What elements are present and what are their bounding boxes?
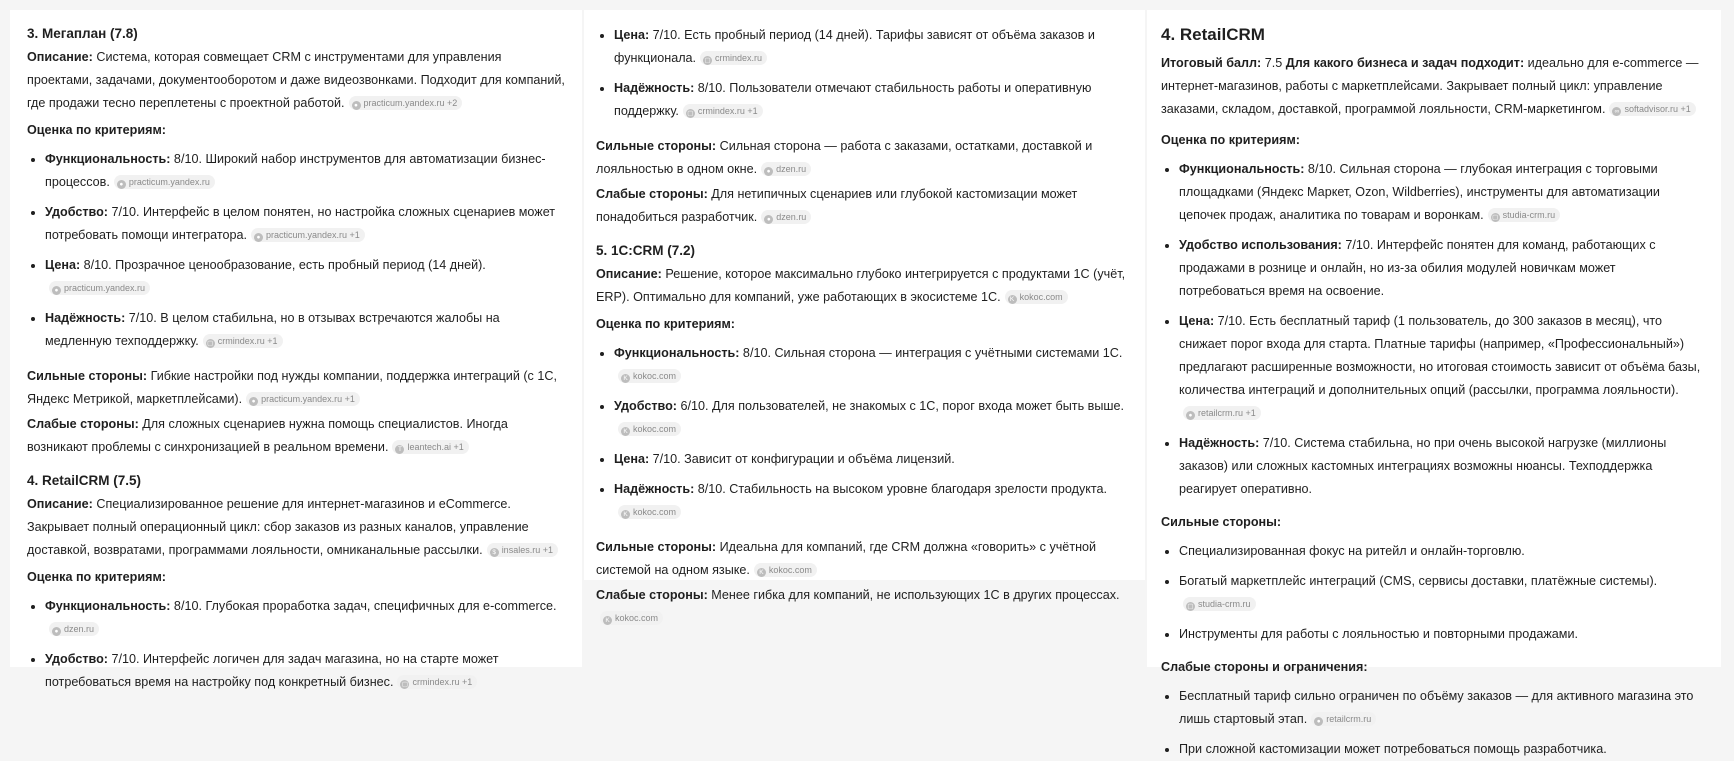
list-item: • Надёжность: 8/10. Пользователи отмечают стабильность работы и оперативную поддержку. ▢ crmindex.ru +1	[614, 77, 1129, 123]
source-icon: K	[621, 427, 630, 436]
source-icon: ▢	[401, 681, 409, 688]
section-title-1c-crm: 5. 1С:CRM (7.2)	[596, 243, 696, 258]
source-icon: ▢	[207, 340, 214, 347]
section-title-retailcrm: 4. RetailCRM (7.5)	[27, 473, 142, 488]
source-chip[interactable]: ● retailcrm.ru +1	[1183, 406, 1261, 420]
weaknesses-heading: Слабые стороны и ограничения:	[1161, 660, 1368, 674]
retailcrm-weaknesses: Слабые стороны: Для нетипичных сценариев или глубокой кастомизации может понадобиться разработчик. ● dzen.ru	[596, 187, 1078, 224]
source-chip[interactable]: T leantech.ai +1	[392, 440, 468, 454]
criteria-list	[27, 595, 566, 694]
megaplan-weaknesses: Слабые стороны: Для сложных сценариев нужна помощь специалистов. Иногда возникают проблемы с синхронизацией в реальном времени. T leantech.ai +1	[27, 417, 508, 454]
section-title-retailcrm: 4. RetailCRM	[1161, 25, 1265, 44]
list-item: • Бесплатный тариф сильно ограничен по объёму заказов — для активного магазина это лишь стартовый этап. ● retailcrm.ru	[1179, 685, 1705, 731]
source-chip[interactable]: K kokoc.com	[1005, 290, 1068, 304]
source-icon: K	[1008, 295, 1017, 304]
source-icon: ●	[764, 215, 773, 224]
source-chip[interactable]: K kokoc.com	[618, 369, 681, 383]
source-chip[interactable]: ▢ crmindex.ru +1	[683, 104, 763, 118]
source-icon: K	[757, 568, 766, 577]
list-item: • Инструменты для работы с лояльностью и повторными продажами.	[1179, 623, 1705, 646]
source-chip[interactable]: $ insales.ru +1	[487, 543, 558, 557]
criteria-list	[596, 342, 1129, 524]
list-item: • Цена: 7/10. Есть бесплатный тариф (1 пользователь, до 300 заказов в месяц), что снижает порог входа для старта. Платные тарифы (например, «Профессиональный») предлагают расширенные возможности, но итоговая стоимость зависит от объёма базы, количества интеграций и дополнительных опций (рассылки, программа лояльности).● retailcrm.ru +1	[1179, 310, 1705, 425]
list-item: • Надёжность: 8/10. Стабильность на высоком уровне благодаря зрелости продукта.K kokoc.com	[614, 478, 1129, 524]
source-chip[interactable]: ▢ crmindex.ru +1	[397, 675, 477, 689]
source-chip[interactable]: ● practicum.yandex.ru	[114, 175, 215, 189]
megaplan-strengths: Сильные стороны: Гибкие настройки под нужды компании, поддержка интеграций (с 1С, Яндекс Метрикой, маркетплейсами). ● practicum.yandex.ru +1	[27, 369, 557, 406]
source-chip[interactable]: ▢ studia-crm.ru	[1488, 208, 1561, 222]
section-title-megaplan: 3. Мегаплан (7.8)	[27, 26, 138, 41]
list-item: • Цена: 7/10. Есть пробный период (14 дней). Тарифы зависят от объёма заказов и функционала. ▢ crmindex.ru	[614, 24, 1129, 70]
source-chip[interactable]: K kokoc.com	[618, 505, 681, 519]
list-item: • Функциональность: 8/10. Сильная сторона — интеграция с учётными системами 1С.K kokoc.com	[614, 342, 1129, 388]
source-chip[interactable]: ∞ softadvisor.ru +1	[1609, 102, 1695, 116]
source-icon: ●	[1314, 717, 1323, 726]
source-icon: ●	[52, 286, 61, 295]
criteria-list	[1161, 158, 1705, 501]
list-item: • Богатый маркетплейс интеграций (CMS, сервисы доставки, платёжные системы).▢ studia-crm.ru	[1179, 570, 1705, 616]
criteria-heading: Оценка по критериям:	[596, 317, 735, 331]
strengths-heading: Сильные стороны:	[1161, 515, 1282, 529]
criteria-heading: Оценка по критериям:	[27, 123, 166, 137]
strengths-list	[1161, 540, 1705, 646]
source-icon: ●	[1186, 411, 1195, 420]
answer-panel-right	[1147, 10, 1721, 756]
list-item: • Специализированная фокус на ритейл и онлайн-торговлю.	[1179, 540, 1705, 563]
retailcrm-summary: Итоговый балл: 7.5 Для какого бизнеса и задач подходит: идеально для e-commerce — интернет-магазинов, работы с маркетплейсами. Закрывает полный цикл: управление заказами, складом, доставкой, программой лояльности, CRM-маркетингом. ∞ softadvisor.ru +1	[1161, 56, 1699, 116]
list-item: • Удобство использования: 7/10. Интерфейс понятен для команд, работающих с продажами в рознице и онлайн, но из-за обилия модулей новичкам может потребоваться время на освоение.	[1179, 234, 1705, 303]
source-chip[interactable]: ● practicum.yandex.ru +2	[349, 96, 463, 110]
criteria-list	[596, 24, 1129, 123]
source-icon: K	[621, 374, 630, 383]
source-chip[interactable]: K kokoc.com	[618, 422, 681, 436]
source-chip[interactable]: K kokoc.com	[600, 611, 663, 625]
list-item: • Надёжность: 7/10. Система стабильна, но при очень высокой нагрузке (миллионы заказов) или сложных кастомных интеграциях возможны нюансы. Техподдержка реагирует оперативно.	[1179, 432, 1705, 501]
list-item: • Функциональность: 8/10. Сильная сторона — глубокая интеграция с торговыми площадками (Яндекс Маркет, Ozon, Wildberries), инструменты для автоматизации цепочек продаж, аналитика по товарам и воронкам. ▢ studia-crm.ru	[1179, 158, 1705, 227]
criteria-heading: Оценка по критериям:	[1161, 133, 1300, 147]
source-icon: ●	[764, 167, 773, 176]
source-icon: T	[395, 445, 404, 454]
source-icon: ▢	[704, 57, 711, 64]
source-chip[interactable]: ● practicum.yandex.ru +1	[251, 228, 365, 242]
list-item: • Функциональность: 8/10. Глубокая проработка задач, специфичных для e-commerce.● dzen.ru	[45, 595, 566, 641]
source-chip[interactable]: ● practicum.yandex.ru	[49, 281, 150, 295]
1c-crm-description: Описание: Решение, которое максимально глубоко интегрируется с продуктами 1С (учёт, ERP). Оптимально для компаний, уже работающих в экосистеме 1С. K kokoc.com	[596, 267, 1126, 304]
criteria-list	[27, 148, 566, 353]
retailcrm-strengths: Сильные стороны: Сильная сторона — работа с заказами, остатками, доставкой и лояльностью в одном окне. ● dzen.ru	[596, 139, 1093, 176]
source-icon: ●	[117, 180, 126, 189]
source-icon: $	[490, 548, 499, 557]
source-chip[interactable]: ▢ crmindex.ru +1	[203, 334, 283, 348]
weaknesses-list	[1161, 685, 1705, 761]
source-chip[interactable]: ▢ crmindex.ru	[700, 51, 767, 65]
source-chip[interactable]: K kokoc.com	[754, 563, 817, 577]
source-chip[interactable]: ▢ studia-crm.ru	[1183, 597, 1256, 611]
source-icon: ●	[52, 627, 61, 636]
source-chip[interactable]: ● retailcrm.ru	[1311, 712, 1376, 726]
list-item: • Удобство: 7/10. Интерфейс логичен для задач магазина, но на старте может потребоваться время на настройку под конкретный бизнес. ▢ crmindex.ru +1	[45, 648, 566, 694]
source-icon: K	[603, 616, 612, 625]
list-item: • Удобство: 7/10. Интерфейс в целом понятен, но настройка сложных сценариев может потребовать помощи интегратора. ● practicum.yandex.ru +1	[45, 201, 566, 247]
list-item: • Функциональность: 8/10. Широкий набор инструментов для автоматизации бизнес-процессов. ● practicum.yandex.ru	[45, 148, 566, 194]
source-icon: ▢	[687, 110, 694, 117]
source-icon: ●	[254, 233, 263, 242]
source-icon: ●	[352, 101, 361, 110]
source-icon: ●	[249, 397, 258, 406]
list-item: • Надёжность: 7/10. В целом стабильна, но в отзывах встречаются жалобы на медленную техподдержку. ▢ crmindex.ru +1	[45, 307, 566, 353]
retailcrm-description: Описание: Специализированное решение для интернет-магазинов и eCommerce. Закрывает полный операционный цикл: сбор заказов из разных каналов, управление доставкой, возвратами, программами лояльности, омниканальные рассылки. $ insales.ru +1	[27, 493, 566, 562]
criteria-heading: Оценка по критериям:	[27, 570, 166, 584]
megaplan-description: Описание: Система, которая совмещает CRM с инструментами для управления проектами, задачами, документооборотом и даже видеозвонками. Подходит для компаний, где продажи тесно переплетены с проектной работой. ● practicum.yandex.ru +2	[27, 50, 565, 110]
source-chip[interactable]: ● dzen.ru	[49, 622, 99, 636]
source-icon: ▢	[1187, 603, 1194, 610]
source-chip[interactable]: ● practicum.yandex.ru +1	[246, 392, 360, 406]
source-chip[interactable]: ● dzen.ru	[761, 210, 811, 224]
answer-panel-middle	[584, 10, 1145, 624]
source-chip[interactable]: ● dzen.ru	[761, 162, 811, 176]
1c-crm-strengths: Сильные стороны: Идеальна для компаний, где CRM должна «говорить» с учётной системой на одном языке. K kokoc.com	[596, 540, 1097, 577]
list-item: • Удобство: 6/10. Для пользователей, не знакомых с 1С, порог входа может быть выше.K kokoc.com	[614, 395, 1129, 441]
source-icon: ∞	[1612, 107, 1621, 116]
source-icon: ▢	[1492, 214, 1499, 221]
list-item: • Цена: 7/10. Зависит от конфигурации и объёма лицензий.	[614, 448, 1129, 471]
answer-panel-left	[10, 10, 582, 689]
1c-crm-weaknesses: Слабые стороны: Менее гибка для компаний, не использующих 1С в других процессах.K kokoc.com	[596, 588, 1120, 624]
source-icon: K	[621, 510, 630, 519]
list-item: • При сложной кастомизации может потребоваться помощь разработчика.	[1179, 738, 1705, 761]
list-item: • Цена: 8/10. Прозрачное ценообразование, есть пробный период (14 дней).● practicum.yandex.ru	[45, 254, 566, 300]
